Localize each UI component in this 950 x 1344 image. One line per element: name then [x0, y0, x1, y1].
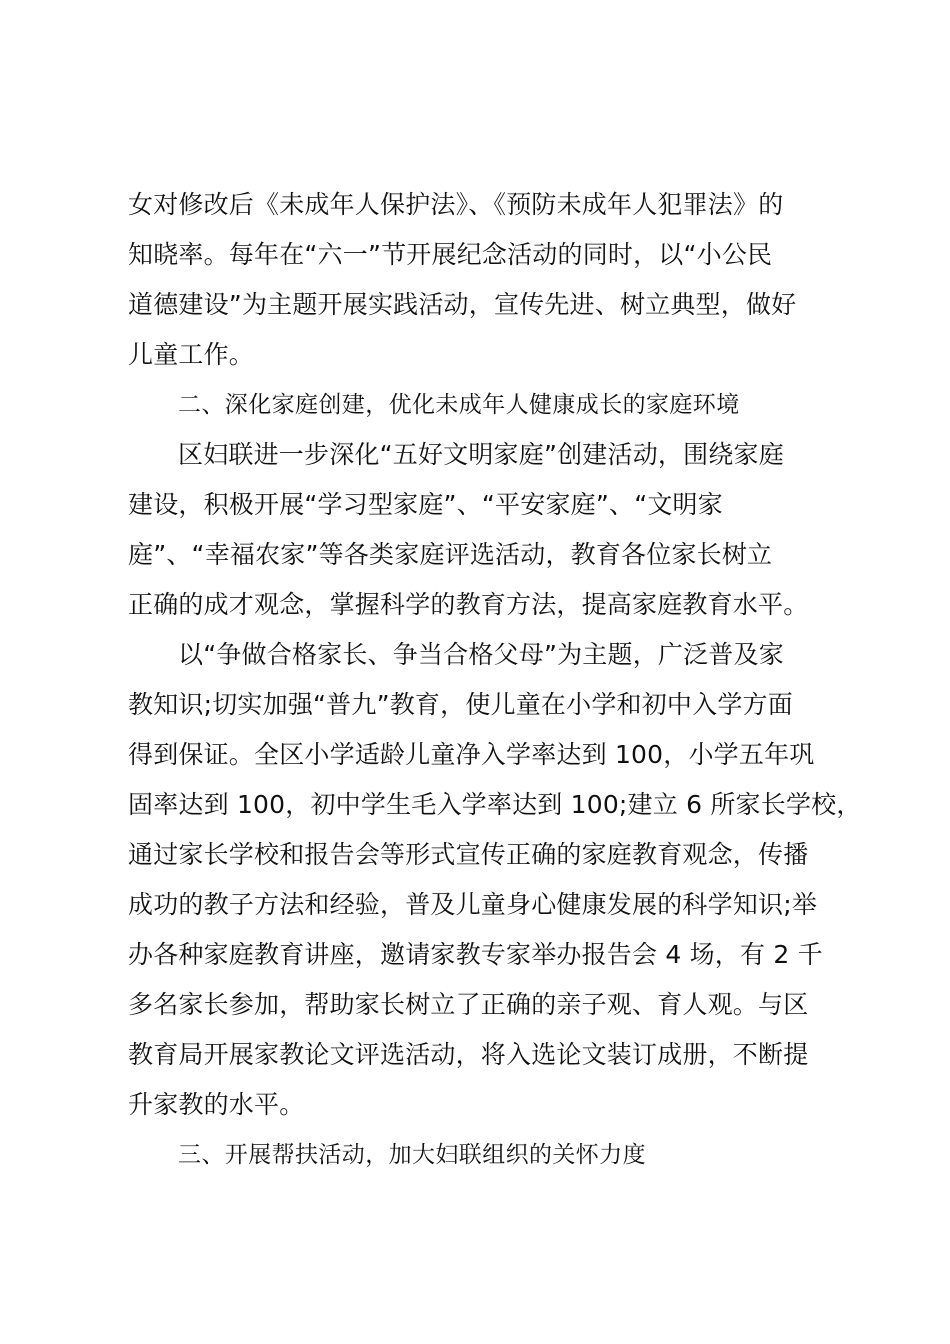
body-text-line: 升家教的水平。 [128, 1090, 305, 1119]
body-text-line: 儿童工作。 [128, 340, 255, 369]
body-text-line: 庭”、“幸福农家”等各类家庭评选活动，教育各位家长树立 [128, 540, 773, 569]
section-heading: 二、深化家庭创建，优化未成年人健康成长的家庭环境 [178, 392, 740, 418]
body-text-line: 建设，积极开展“学习型家庭”、“平安家庭”、“文明家 [128, 490, 723, 519]
body-text-line: 通过家长学校和报告会等形式宣传正确的家庭教育观念，传播 [128, 840, 809, 869]
body-text-line: 以“争做合格家长、争当合格父母”为主题，广泛普及家 [178, 640, 784, 669]
body-text-line: 教育局开展家教论文评选活动，将入选论文装订成册，不断提 [128, 1040, 809, 1069]
section-heading: 三、开展帮扶活动，加大妇联组织的关怀力度 [178, 1142, 646, 1168]
body-text-line: 教知识;切实加强“普九”教育，使儿童在小学和初中入学方面 [128, 690, 793, 719]
body-text-line: 办各种家庭教育讲座，邀请家教专家举办报告会 4 场，有 2 千 [128, 940, 823, 969]
body-text-line: 女对修改后《未成年人保护法》、《预防未成年人犯罪法》的 [128, 190, 784, 219]
body-text-line: 知晓率。每年在“六一”节开展纪念活动的同时，以“小公民 [128, 240, 773, 269]
body-text-line: 多名家长参加，帮助家长树立了正确的亲子观、育人观。与区 [128, 990, 809, 1019]
body-text-line: 区妇联进一步深化“五好文明家庭”创建活动，围绕家庭 [178, 440, 784, 469]
body-text-line: 道德建设”为主题开展实践活动，宣传先进、树立典型，做好 [128, 290, 797, 319]
body-text-line: 得到保证。全区小学适龄儿童净入学率达到 100，小学五年巩 [128, 740, 815, 769]
body-text-line: 固率达到 100，初中学生毛入学率达到 100;建立 6 所家长学校， [128, 790, 862, 819]
body-text-line: 正确的成才观念，掌握科学的教育方法，提高家庭教育水平。 [128, 590, 809, 619]
body-text-line: 成功的教子方法和经验，普及儿童身心健康发展的科学知识;举 [128, 890, 818, 919]
